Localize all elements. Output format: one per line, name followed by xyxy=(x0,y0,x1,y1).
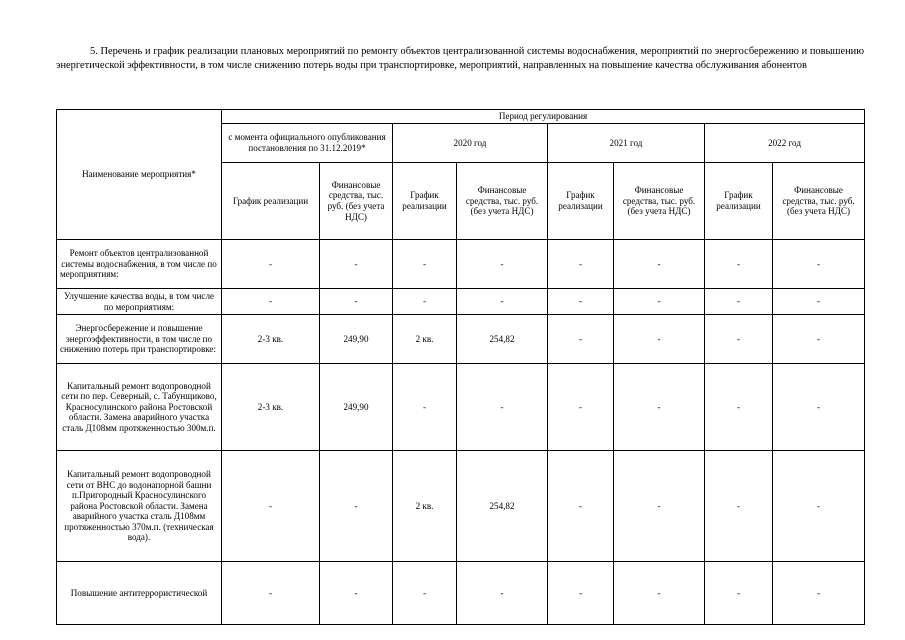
table-cell: - xyxy=(457,289,548,315)
table-cell: - xyxy=(393,240,457,289)
schedule-subheader: График реализации xyxy=(548,163,614,240)
table-cell: 2-3 кв. xyxy=(222,364,320,451)
finance-subheader: Финансовые средства, тыс. руб. (без учета НДС) xyxy=(614,163,705,240)
period-header: Период регулирования xyxy=(222,110,865,124)
period-2021-header: 2021 год xyxy=(548,124,705,163)
table-cell: - xyxy=(773,451,865,562)
table-cell: - xyxy=(773,289,865,315)
table-cell: - xyxy=(222,562,320,625)
table-cell: - xyxy=(705,451,773,562)
table-cell: - xyxy=(614,315,705,364)
measure-name: Энергосбережение и повышение энергоэффективности, в том числе по снижению потерь при транспортировке: xyxy=(57,315,222,364)
table-cell: - xyxy=(393,364,457,451)
table-cell: - xyxy=(614,240,705,289)
finance-subheader: Финансовые средства, тыс. руб. (без учета НДС) xyxy=(457,163,548,240)
table-cell: - xyxy=(614,289,705,315)
table-cell: - xyxy=(705,240,773,289)
table-cell: - xyxy=(705,562,773,625)
schedule-subheader: График реализации xyxy=(393,163,457,240)
table-cell: - xyxy=(705,364,773,451)
table-cell: - xyxy=(614,451,705,562)
table-cell: - xyxy=(773,364,865,451)
period-2022-header: 2022 год xyxy=(705,124,865,163)
table-cell: - xyxy=(548,562,614,625)
table-cell: - xyxy=(548,315,614,364)
table-row xyxy=(57,562,865,625)
measures-table xyxy=(56,109,865,625)
table-cell: 2 кв. xyxy=(393,451,457,562)
table-cell: - xyxy=(614,562,705,625)
table-row xyxy=(57,315,865,364)
schedule-subheader: График реализации xyxy=(222,163,320,240)
table-cell: 254,82 xyxy=(457,315,548,364)
table-row xyxy=(57,451,865,562)
table-cell: - xyxy=(393,562,457,625)
table-cell: 2-3 кв. xyxy=(222,315,320,364)
table-cell: - xyxy=(773,315,865,364)
section-heading: 5. Перечень и график реализации плановых мероприятий по ремонту объектов централизованной системы водоснабжения, мероприятий по энергосбережению и повышению энергетической эффективности, в том числе снижению потерь воды при транспортировке, мероприятий, направленных на повышение качества обслуживания абонентов xyxy=(56,46,864,71)
table-cell: - xyxy=(222,289,320,315)
table-row xyxy=(57,364,865,451)
period-2020-header: 2020 год xyxy=(393,124,548,163)
table-cell: - xyxy=(548,364,614,451)
table-cell: - xyxy=(705,315,773,364)
table-cell: - xyxy=(773,240,865,289)
name-column-header: Наименование мероприятия* xyxy=(57,110,222,240)
table-cell: - xyxy=(614,364,705,451)
table-cell: 249,90 xyxy=(320,364,393,451)
table-cell: - xyxy=(548,289,614,315)
table-row xyxy=(57,289,865,315)
measure-name: Капитальный ремонт водопроводной сети по пер. Северный, с. Табунщиково, Красносулинского района Ростовской области. Замена аварийного участка сталь Д108мм протяженностью 300м.п. xyxy=(57,364,222,451)
table-cell: - xyxy=(457,240,548,289)
table-cell: - xyxy=(320,289,393,315)
table-cell: - xyxy=(457,562,548,625)
schedule-subheader: График реализации xyxy=(705,163,773,240)
table-cell: - xyxy=(222,240,320,289)
table-cell: - xyxy=(393,289,457,315)
table-cell: 254,82 xyxy=(457,451,548,562)
measure-name: Ремонт объектов централизованной системы водоснабжения, в том числе по мероприятиям: xyxy=(57,240,222,289)
table-cell: - xyxy=(320,562,393,625)
table-row xyxy=(57,240,865,289)
table-cell: - xyxy=(705,289,773,315)
table-cell: 2 кв. xyxy=(393,315,457,364)
measure-name: Улучшение качества воды, в том числе по мероприятиям: xyxy=(57,289,222,315)
table-cell: - xyxy=(548,451,614,562)
finance-subheader: Финансовые средства, тыс. руб. (без учета НДС) xyxy=(773,163,865,240)
table-cell: 249,90 xyxy=(320,315,393,364)
table-cell: - xyxy=(457,364,548,451)
table-cell: - xyxy=(773,562,865,625)
table-cell: - xyxy=(548,240,614,289)
table-cell: - xyxy=(222,451,320,562)
table-cell: - xyxy=(320,451,393,562)
table-cell: - xyxy=(320,240,393,289)
finance-subheader: Финансовые средства, тыс. руб. (без учета НДС) xyxy=(320,163,393,240)
period-2019-header: с момента официального опубликования постановления по 31.12.2019* xyxy=(222,124,393,163)
measure-name: Повышение антитеррористической xyxy=(57,562,222,625)
measure-name: Капитальный ремонт водопроводной сети от ВНС до водонапорной башни п.Пригородный Красносулинского района Ростовской области. Замена аварийного участка сталь Д108мм протяженностью 370м.п. (техническая вода). xyxy=(57,451,222,562)
